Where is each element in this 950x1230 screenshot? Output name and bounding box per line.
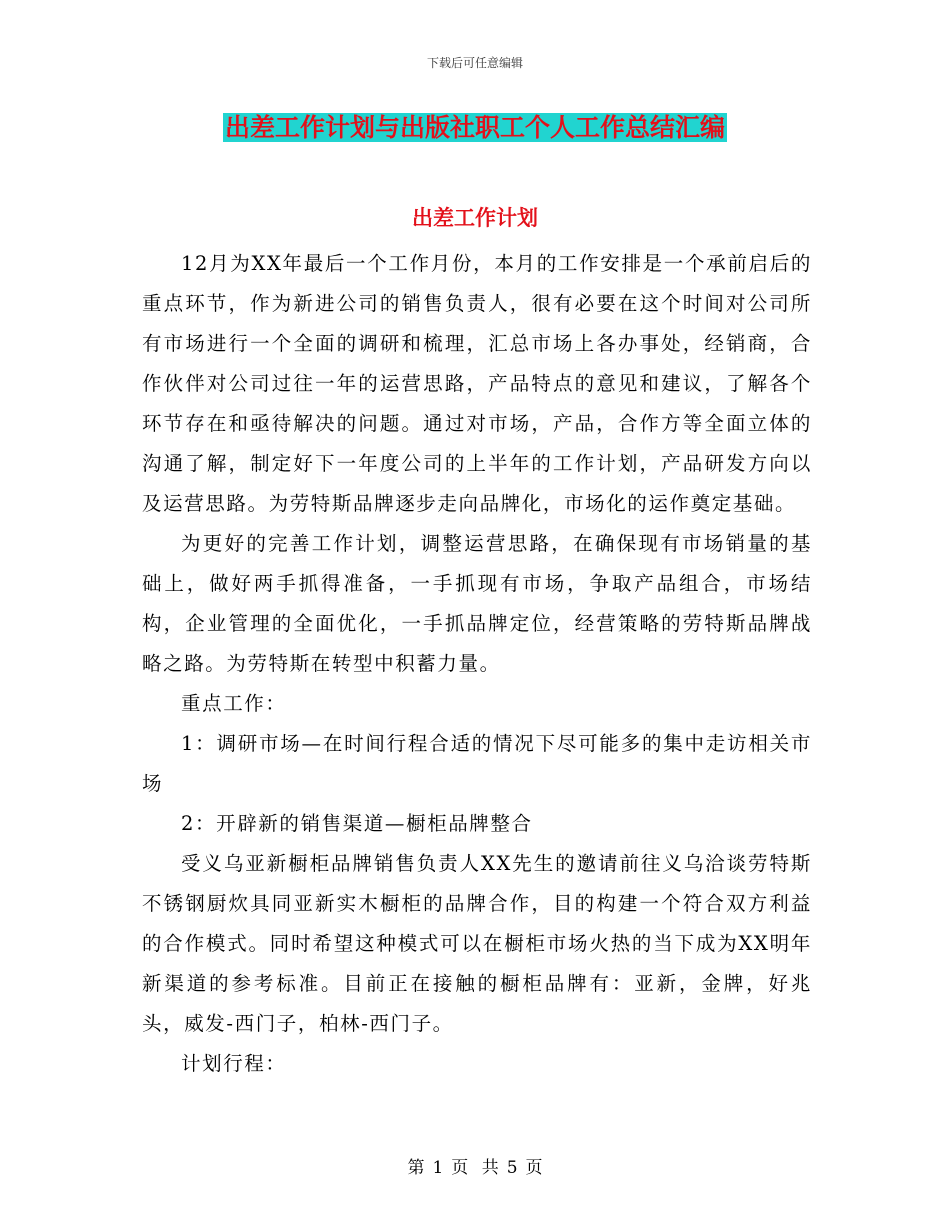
paragraph: 2：开辟新的销售渠道—橱柜品牌整合 xyxy=(181,812,533,835)
document-body xyxy=(142,244,812,1084)
paragraph: 为更好的完善工作计划，调整运营思路，在确保现有市场销量的基础上，做好两手抓得准备，一手抓现有市场，争取产品组合，市场结构，企业管理的全面优化，一手抓品牌定位，经营策略的劳特斯品牌战略之路。为劳特斯在转型中积蓄力量。 xyxy=(142,532,812,675)
page-number: 1 xyxy=(432,1158,444,1178)
paragraph: 受义乌亚新橱柜品牌销售负责人XX先生的邀请前往义乌洽谈劳特斯不锈钢厨炊具同亚新实木橱柜的品牌合作，目的构建一个符合双方利益的合作模式。同时希望这种模式可以在橱柜市场火热的当下成为XX明年新渠道的参考标准。目前正在接触的橱柜品牌有：亚新，金牌，好兆头，威发-西门子，柏林-西门子。 xyxy=(142,852,812,1035)
paragraph: 12月为XX年最后一个工作月份，本月的工作安排是一个承前启后的重点环节，作为新进公司的销售负责人，很有必要在这个时间对公司所有市场进行一个全面的调研和梳理，汇总市场上各办事处，经销商，合作伙伴对公司过往一年的运营思路，产品特点的意见和建议，了解各个环节存在和亟待解决的问题。通过对市场，产品，合作方等全面立体的沟通了解，制定好下一年度公司的上半年的工作计划，产品研发方向以及运营思路。为劳特斯品牌逐步走向品牌化，市场化的运作奠定基础。 xyxy=(142,252,812,515)
page-mid: 页 共 xyxy=(451,1158,499,1178)
page-footer xyxy=(0,1153,950,1178)
page-prefix: 第 xyxy=(407,1158,425,1178)
header-note: 下载后可任意编辑 xyxy=(426,56,523,70)
document-title-text: 出差工作计划与出版社职工个人工作总结汇编 xyxy=(224,113,725,142)
paragraph: 计划行程： xyxy=(181,1052,287,1075)
paragraph: 重点工作： xyxy=(181,692,287,715)
paragraph: 1：调研市场—在时间行程合适的情况下尽可能多的集中走访相关市场 xyxy=(142,732,812,795)
page-total: 5 xyxy=(506,1158,518,1178)
page-suffix: 页 xyxy=(525,1158,543,1178)
section-title: 出差工作计划 xyxy=(412,206,538,230)
document-title xyxy=(0,112,950,144)
